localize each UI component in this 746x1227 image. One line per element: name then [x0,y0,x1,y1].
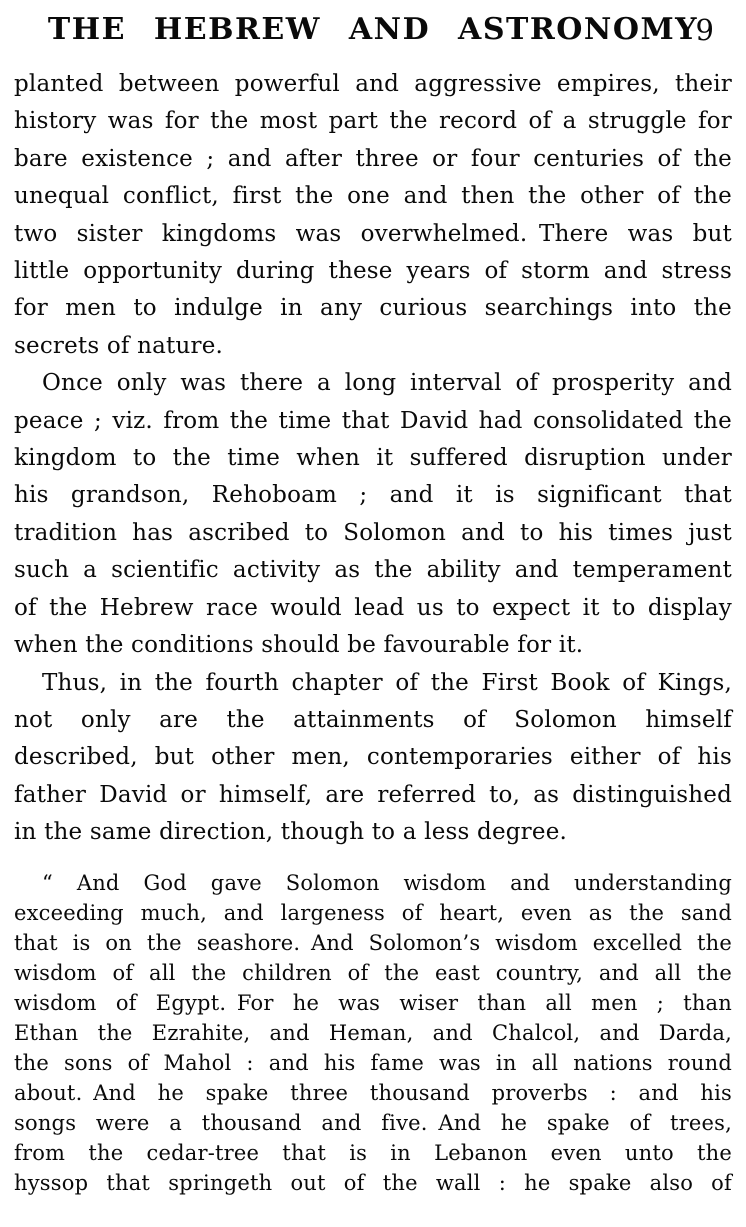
text-line: from the cedar-tree that is in Lebanon even unto the [14,1140,732,1165]
text-line: about. And he spake three thousand proverbs : and his [14,1080,732,1105]
page-text [14,66,732,1198]
text-line: wisdom of Egypt. For he was wiser than all men ; than [14,990,732,1015]
text-line: wisdom of all the children of the east country, and all the [14,960,732,985]
text-line: unequal conflict, first the one and then the other of the [14,183,732,210]
text-line: peace ; viz. from the time that David had consolidated the [14,407,732,434]
text-line: “ And God gave Solomon wisdom and understanding [42,870,732,895]
body-paragraph [14,365,732,664]
text-line: planted between powerful and aggressive empires, their [14,71,732,97]
text-line: described, but other men, contemporaries either of his [14,744,732,771]
text-line: tradition has ascribed to Solomon and to his times just [14,519,732,546]
text-line: the sons of Mahol : and his fame was in all nations round [14,1050,732,1075]
text-line: Ethan the Ezrahite, and Heman, and Chalcol, and Darda, [14,1020,732,1045]
text-line: kingdom to the time when it suffered disruption under [14,445,732,472]
text-line: exceeding much, and largeness of heart, even as the sand [14,900,732,925]
running-title: THE HEBREW AND ASTRONOMY [47,12,699,47]
text-line: that is on the seashore. And Solomon’s wisdom excelled the [14,930,732,955]
text-line: songs were a thousand and five. And he spake of trees, [14,1110,732,1135]
text-line: two sister kingdoms was overwhelmed. There was but [14,220,732,247]
text-line: Once only was there a long interval of prosperity and [42,370,732,397]
text-line: secrets of nature. [14,332,224,359]
text-line: not only are the attainments of Solomon himself [14,706,732,733]
text-line: such a scientific activity as the ability and temperament [14,557,732,584]
text-line: history was for the most part the record of a struggle for [14,108,732,135]
body-paragraph [14,665,732,852]
text-line: of the Hebrew race would lead us to expect it to display [14,594,732,621]
body-paragraph [14,66,732,365]
text-line: his grandson, Rehoboam ; and it is significant that [14,482,732,509]
page-header [14,12,732,54]
text-line: for men to indulge in any curious searchings into the [14,295,732,322]
text-line: little opportunity during these years of storm and stress [14,258,732,285]
text-line: father David or himself, are referred to, as distinguished [14,781,732,808]
text-line: bare existence ; and after three or four centuries of the [14,145,732,172]
text-line: hyssop that springeth out of the wall : he spake also of [14,1170,732,1195]
page-number: 9 [695,13,714,47]
text-line: in the same direction, though to a less degree. [14,819,568,846]
text-line: when the conditions should be favourable for it. [14,632,584,659]
block-quote-paragraph [14,868,732,1198]
text-line: Thus, in the fourth chapter of the First Book of Kings, [42,669,732,696]
